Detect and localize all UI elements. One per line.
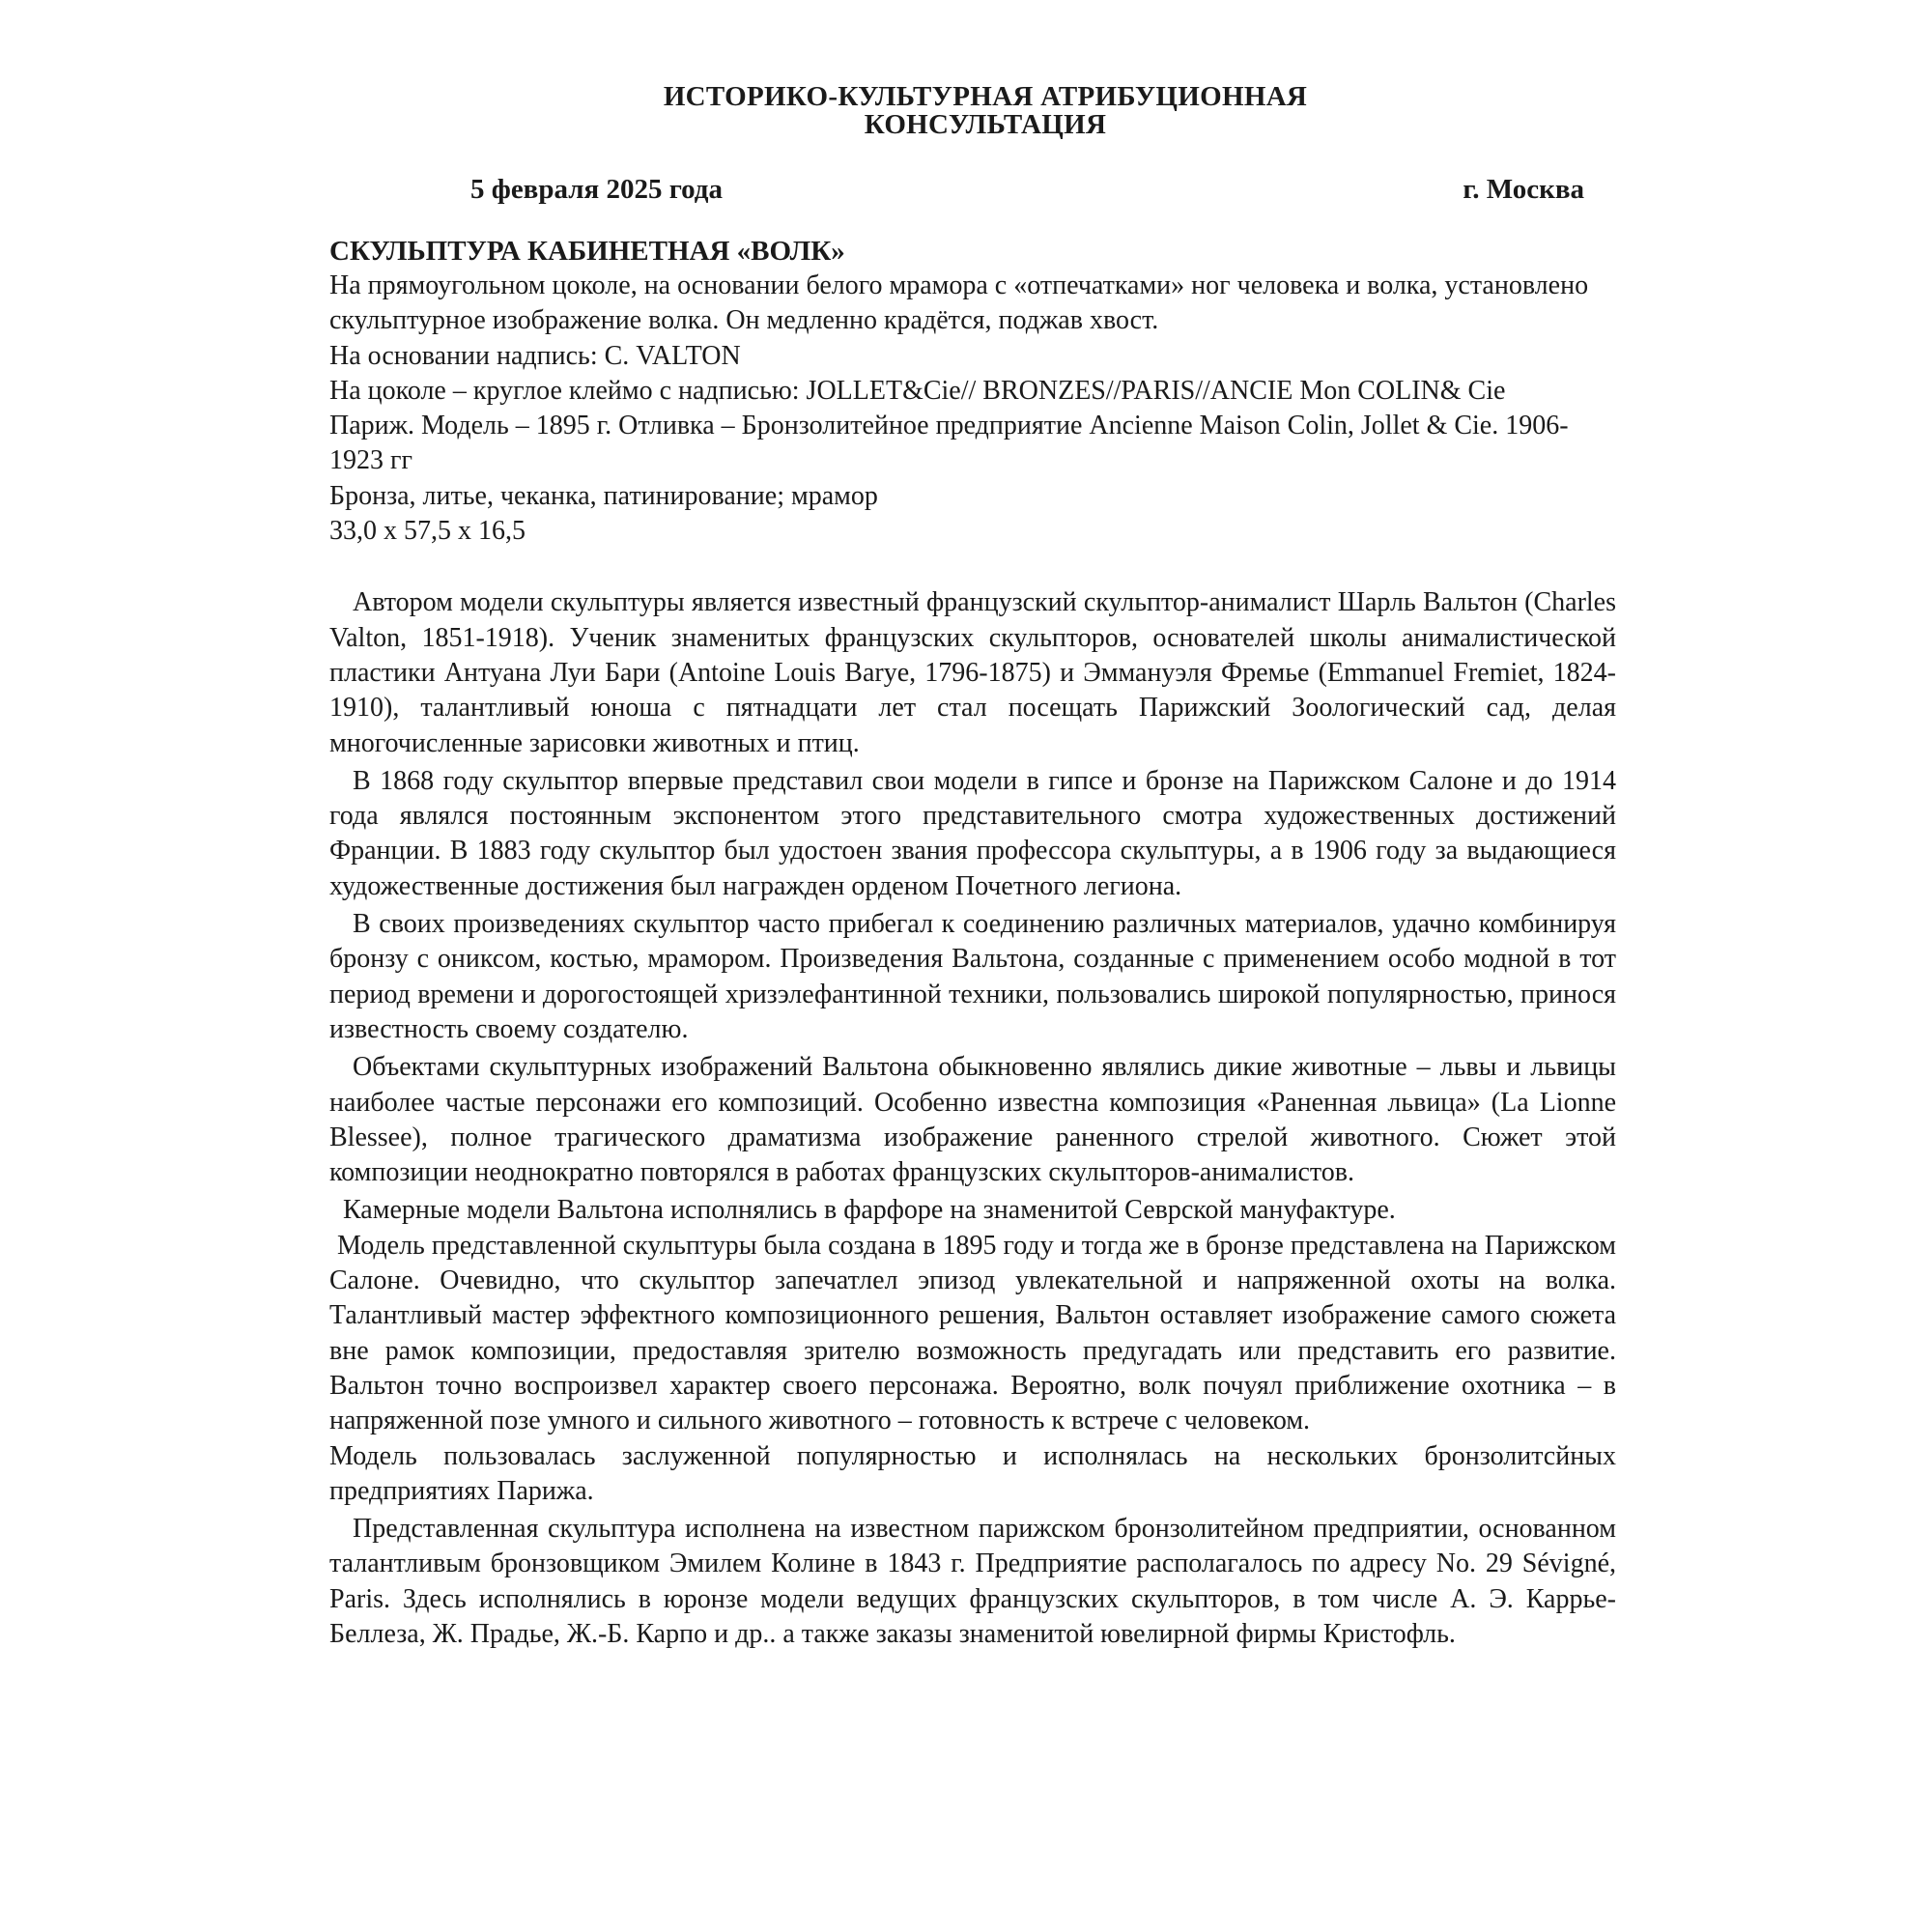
document-body	[329, 585, 1616, 1652]
body-paragraph: Объектами скульптурных изображений Вальтона обыкновенно являлись дикие животные – львы и львицы наиболее частые персонажи его композиций. Особенно известна композиция «Раненная львица» (La Lionne Blessee), полное трагического драматизма изображение раненного стрелой животного. Сюжет этой композиции неоднократно повторялся в работах французских скульпторов-анималистов.	[329, 1052, 1616, 1188]
body-paragraph: Модель пользовалась заслуженной популярностью и исполнялась на нескольких бронзолитсйных предприятиях Парижа.	[329, 1440, 1616, 1506]
document-date: 5 февраля 2025 года	[470, 174, 723, 205]
materials-line: Бронза, литье, чеканка, патинирование; мрамор	[329, 480, 878, 511]
origin-line: Париж. Модель – 1895 г. Отливка – Бронзолитейное предприятие Ancienne Maison Colin, Jollet & Cie. 1906-1923 гг	[329, 411, 1569, 476]
item-description	[329, 269, 1616, 549]
body-paragraph: Модель представленной скульптуры была создана в 1895 году и тогда же в бронзе представлена на Парижском Салоне. Очевидно, что скульптор запечатлел эпизод увлекательной и напряженной охоты на волка. Талантливый мастер эффектного композиционного решения, Вальтон оставляет изображение самого сюжета вне рамок композиции, предоставляя зрителю возможность предугадать или представить его развитие. Вальтон точно воспроизвел характер своего персонажа. Вероятно, волк почуял приближение охотника – в напряженной позе умного и сильного животного – готовность к встрече с человеком.	[329, 1230, 1616, 1436]
inscription-line: На основании надпись: С. VALTON	[329, 340, 741, 371]
description-text: На прямоугольном цоколе, на основании белого мрамора с «отпечатками» ног человека и волка, установлено скульптурное изображение волка. Он медленно крадётся, поджав хвост.	[329, 270, 1589, 336]
stamp-line: На цоколе – круглое клеймо с надписью: JOLLET&Cie// BRONZES//PARIS//ANCIE Mon COLIN& Cie	[329, 375, 1506, 406]
document-title-line-1: ИСТОРИКО-КУЛЬТУРНАЯ АТРИБУЦИОННАЯ	[663, 81, 1308, 112]
body-paragraph: В своих произведениях скульптор часто прибегал к соединению различных материалов, удачно комбинируя бронзу с ониксом, костью, мрамором. Произведения Вальтона, созданные с применением особо модной в тот период времени и дорогостоящей хризэлефантинной техники, пользовались широкой популярностью, принося известность своему создателю.	[329, 909, 1616, 1044]
body-paragraph: Представленная скульптура исполнена на известном парижском бронзолитейном предприятии, основанном талантливым бронзовщиком Эмилем Колине в 1843 г. Предприятие располагалось по адресу No. 29 Sévigné, Paris. Здесь исполнялись в юронзе модели ведущих французских скульпторов, в том числе А. Э. Каррье-Беллеза, Ж. Прадье, Ж.-Б. Карпо и др.. а также заказы знаменитой ювелирной фирмы Кристофль.	[329, 1514, 1616, 1649]
body-paragraph: Автором модели скульптуры является известный французский скульптор-анималист Шарль Вальтон (Charles Valton, 1851-1918). Ученик знаменитых французских скульпторов, основателей школы анималистической пластики Антуана Луи Бари (Antoine Louis Barye, 1796-1875) и Эммануэля Фремье (Emmanuel Fremiet, 1824-1910), талантливый юноша с пятнадцати лет стал посещать Парижский Зоологический сад, делая многочисленные зарисовки животных и птиц.	[329, 587, 1616, 758]
document-city: г. Москва	[1463, 174, 1584, 205]
document-title-line-2: КОНСУЛЬТАЦИЯ	[864, 109, 1107, 140]
document-content	[329, 234, 1616, 1652]
dimensions-line: 33,0 х 57,5 х 16,5	[329, 516, 526, 547]
body-paragraph: В 1868 году скульптор впервые представил свои модели в гипсе и бронзе на Парижском Салоне и до 1914 года являлся постоянным экспонентом этого представительного смотра художественных достижений Франции. В 1883 году скульптор был удостоен звания профессора скульптуры, а в 1906 году за выдающиеся художественные достижения был награжден орденом Почетного легиона.	[329, 765, 1616, 901]
item-title: СКУЛЬПТУРА КАБИНЕТНАЯ «ВОЛК»	[329, 236, 845, 267]
body-paragraph: Камерные модели Вальтона исполнялись в фарфоре на знаменитой Севрской мануфактуре.	[343, 1195, 1396, 1226]
